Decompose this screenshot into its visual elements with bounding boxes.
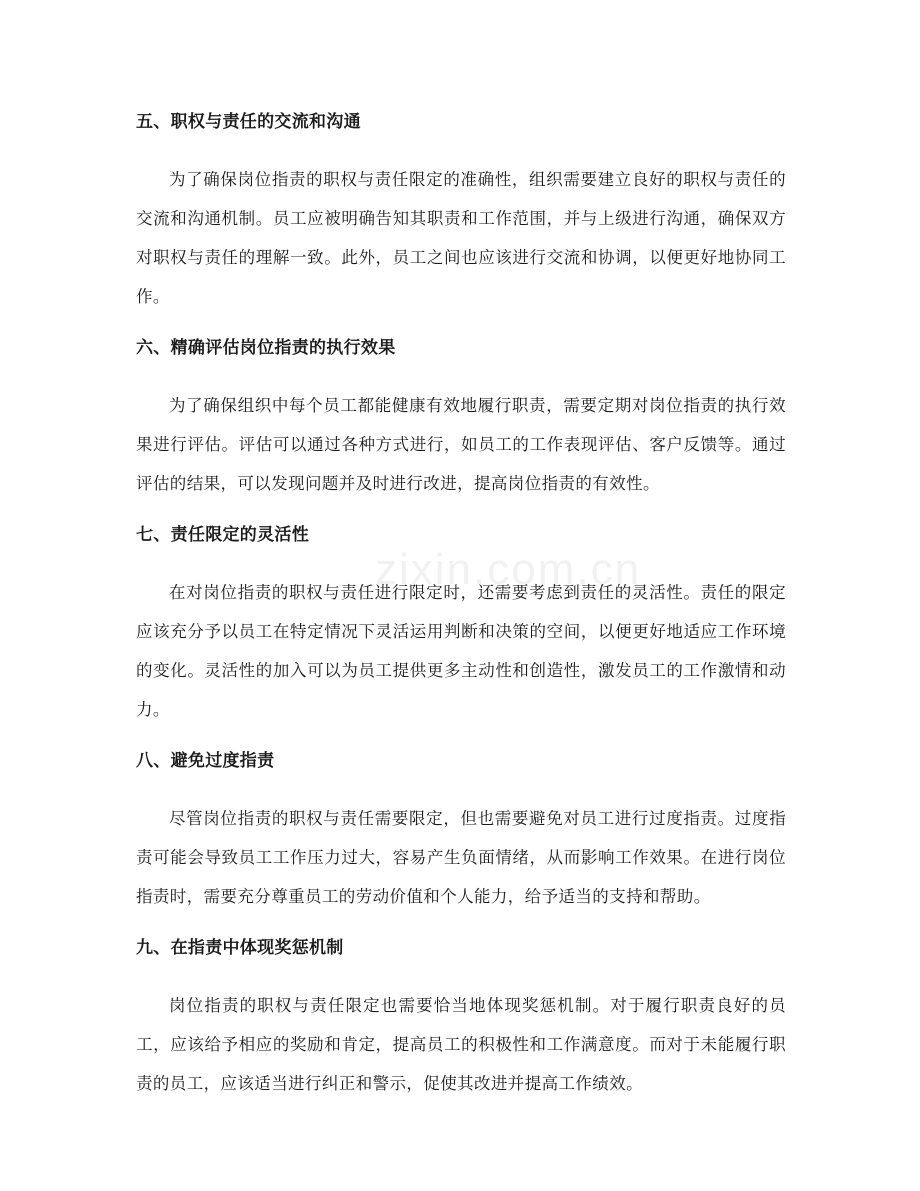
section-heading: 七、责任限定的灵活性 [136,525,309,545]
section-heading: 六、精确评估岗位指责的执行效果 [136,338,396,358]
section-heading: 九、在指责中体现奖惩机制 [136,938,344,958]
section-6 [136,331,786,503]
section-paragraph: 为了确保组织中每个员工都能健康有效地履行职责，需要定期对岗位指责的执行效果进行评估。评估可以通过各种方式进行，如员工的工作表现评估、客户反馈等。通过评估的结果，可以发现问题并及时进行改进，提高岗位指责的有效性。 [136,396,786,493]
section-5 [136,105,786,316]
watermark: zixin.com.cn [375,545,642,594]
section-8 [136,744,786,916]
section-heading: 八、避免过度指责 [136,751,275,771]
section-paragraph: 在对岗位指责的职权与责任进行限定时，还需要考虑到责任的灵活性。责任的限定应该充分予以员工在特定情况下灵活运用判断和决策的空间，以便更好地适应工作环境的变化。灵活性的加入可以为员工提供更多主动性和创造性，激发员工的工作激情和动力。 [136,583,786,719]
section-paragraph: 为了确保岗位指责的职权与责任限定的准确性，组织需要建立良好的职权与责任的交流和沟通机制。员工应被明确告知其职责和工作范围，并与上级进行沟通，确保双方对职权与责任的理解一致。此外，员工之间也应该进行交流和协调，以便更好地协同工作。 [136,170,786,306]
section-9 [136,931,786,1103]
section-paragraph: 尽管岗位指责的职权与责任需要限定，但也需要避免对员工进行过度指责。过度指责可能会导致员工工作压力过大，容易产生负面情绪，从而影响工作效果。在进行岗位指责时，需要充分尊重员工的劳动价值和个人能力，给予适当的支持和帮助。 [136,809,786,906]
section-heading: 五、职权与责任的交流和沟通 [136,112,361,132]
document-content [136,105,786,1118]
section-paragraph: 岗位指责的职权与责任限定也需要恰当地体现奖惩机制。对于履行职责良好的员工，应该给予相应的奖励和肯定，提高员工的积极性和工作满意度。而对于未能履行职责的员工，应该适当进行纠正和警示，促使其改进并提高工作绩效。 [136,996,786,1093]
section-7 [136,518,786,729]
